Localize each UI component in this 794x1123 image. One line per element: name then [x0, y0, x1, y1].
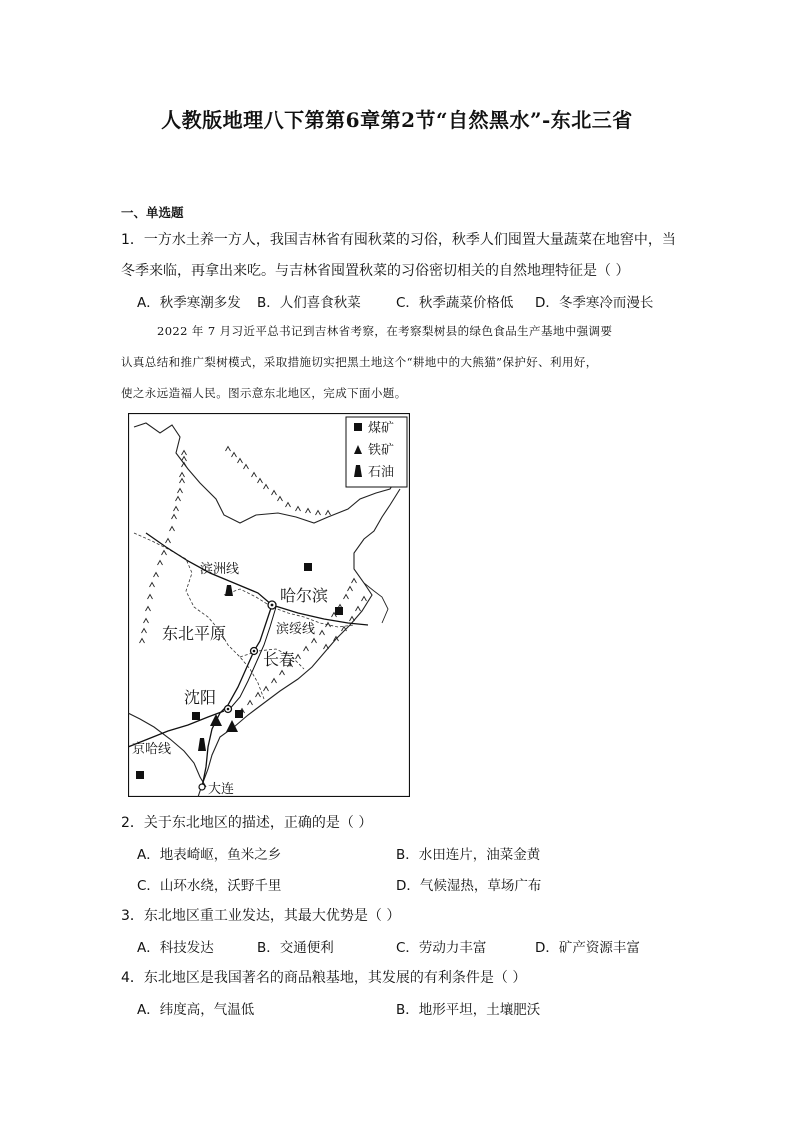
q3-option-c: C．劳动力丰富	[396, 940, 487, 956]
binsui-line-label: 滨绥线	[276, 622, 316, 637]
dalian-marker	[199, 784, 205, 790]
changchun-label: 长春	[263, 650, 296, 669]
question-1-line-1: 1．一方水土养一方人，我国吉林省有囤秋菜的习俗，秋季人们囤置大量蔬菜在地窖中，当	[121, 232, 676, 248]
harbin-label: 哈尔滨	[280, 586, 329, 605]
coal-symbol	[235, 710, 243, 718]
coal-symbol	[304, 563, 312, 571]
intro-line-2: 认真总结和推广梨树模式，采取措施切实把黑土地这个“耕地中的大熊猫”保护好、利用好，	[121, 355, 598, 369]
question-4: 4．东北地区是我国著名的商品粮基地，其发展的有利条件是（ ）	[121, 970, 527, 986]
q4-option-b: B．地形平坦，土壤肥沃	[396, 1002, 541, 1018]
coal-legend-icon	[354, 423, 362, 431]
q3-option-d: D．矿产资源丰富	[535, 940, 640, 956]
q1-option-c: C．秋季蔬菜价格低	[396, 295, 514, 311]
legend-coal-label: 煤矿	[368, 421, 395, 436]
jingha-line-label: 京哈线	[132, 742, 172, 757]
q3-option-a: A．科技发达	[137, 940, 214, 956]
northeast-plain-label: 东北平原	[162, 624, 227, 643]
question-3: 3．东北地区重工业发达，其最大优势是（ ）	[121, 908, 401, 924]
question-1-line-2: 冬季来临，再拿出来吃。与吉林省囤置秋菜的习俗密切相关的自然地理特征是（ ）	[121, 263, 630, 279]
question-2: 2．关于东北地区的描述，正确的是（ ）	[121, 815, 373, 831]
q3-option-b: B．交通便利	[257, 940, 334, 956]
section-heading: 一、单选题	[121, 205, 184, 220]
coal-symbol	[136, 771, 144, 779]
q4-option-a: A．纬度高，气温低	[137, 1002, 255, 1018]
coal-symbol	[335, 607, 343, 615]
q2-option-d: D．气候湿热，草场广布	[396, 878, 542, 894]
legend-oil-label: 石油	[368, 465, 395, 480]
shenyang-label: 沈阳	[184, 688, 217, 707]
legend-iron-label: 铁矿	[368, 443, 395, 458]
q2-option-a: A．地表崎岖，鱼米之乡	[137, 847, 282, 863]
binzhou-line-label: 滨洲线	[200, 562, 240, 577]
coal-symbol	[192, 712, 200, 720]
northeast-map	[128, 413, 410, 797]
dalian-label: 大连	[208, 782, 235, 797]
q1-option-a: A．秋季寒潮多发	[137, 295, 241, 311]
q2-option-b: B．水田连片，油菜金黄	[396, 847, 541, 863]
page-title: 人教版地理八下第第6章第2节“自然黑水”-东北三省	[161, 108, 633, 132]
intro-line-1: 2022 年 7 月习近平总书记到吉林省考察，在考察梨树县的绿色食品生产基地中强调要	[157, 324, 613, 338]
q1-option-d: D．冬季寒冷而漫长	[535, 295, 654, 311]
q1-option-b: B．人们喜食秋菜	[257, 295, 361, 311]
q2-option-c: C．山环水绕，沃野千里	[137, 878, 282, 894]
map-legend	[346, 417, 407, 487]
intro-line-3: 使之永远造福人民。图示意东北地区，完成下面小题。	[121, 386, 407, 400]
